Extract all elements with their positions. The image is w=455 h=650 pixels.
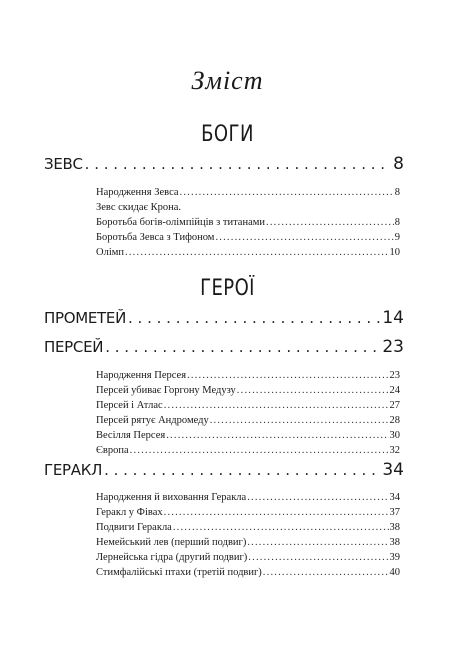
chapter-page-number: 34 <box>382 460 404 480</box>
entry-page-number: 27 <box>389 400 400 411</box>
dot-leader <box>247 492 388 503</box>
entry-page-number: 30 <box>389 430 400 441</box>
entry-page-number: 8 <box>394 187 400 198</box>
entry-name: Лернейська гідра (другий подвиг) <box>96 552 248 563</box>
toc-entry[interactable] <box>96 370 400 386</box>
toc-entry[interactable] <box>96 247 400 263</box>
entry-name: Зевс скидає Крона. <box>96 202 182 213</box>
chapter-perseus[interactable] <box>44 337 404 359</box>
chapter-name: ПРОМЕТЕЙ <box>44 309 127 327</box>
entry-page-number: 8 <box>394 217 400 228</box>
toc-entry[interactable] <box>96 385 400 401</box>
chapter-name: ПЕРСЕЙ <box>44 338 104 356</box>
toc-entry[interactable] <box>96 537 400 553</box>
dot-leader <box>164 507 389 518</box>
entry-page-number: 34 <box>389 492 400 503</box>
dot-leader <box>266 217 394 228</box>
dot-leader <box>237 385 389 396</box>
toc-entry[interactable] <box>96 400 400 416</box>
dot-leader <box>210 415 389 426</box>
entry-name: Немейський лев (перший подвиг) <box>96 537 247 548</box>
toc-entry[interactable] <box>96 492 400 508</box>
dot-leader <box>263 567 389 578</box>
entry-name: Персей рятує Андромеду <box>96 415 209 426</box>
dot-leader <box>166 430 388 441</box>
chapter-zeus[interactable] <box>44 154 404 176</box>
entry-page-number: 38 <box>389 522 400 533</box>
toc-entry[interactable] <box>96 232 400 248</box>
dot-leader <box>215 232 393 243</box>
dot-leader <box>173 522 389 533</box>
entry-page-number: 32 <box>389 445 400 456</box>
entry-name: Олімп <box>96 247 125 258</box>
toc-entry[interactable] <box>96 552 400 568</box>
dot-leader <box>164 400 389 411</box>
part-heading-gods: БОГИ <box>201 122 254 147</box>
chapter-name: ЗЕВС <box>44 155 83 173</box>
entry-page-number: 10 <box>389 247 400 258</box>
entry-name: Боротьба богів-олімпійців з титанами <box>96 217 266 228</box>
entry-name: Народження Персея <box>96 370 187 381</box>
dot-leader <box>125 247 388 258</box>
entry-name: Весілля Персея <box>96 430 166 441</box>
chapter-page-number: 8 <box>393 154 404 174</box>
entry-name: Народження Зевса <box>96 187 179 198</box>
chapter-page-number: 14 <box>382 308 404 328</box>
dot-leader <box>85 155 392 173</box>
entry-name: Персей убиває Горгону Медузу <box>96 385 236 396</box>
entry-page-number: 28 <box>389 415 400 426</box>
entry-name: Народження й виховання Геракла <box>96 492 247 503</box>
toc-entry[interactable] <box>96 445 400 461</box>
dot-leader <box>130 445 389 456</box>
dot-leader <box>247 537 388 548</box>
entry-page-number: 38 <box>389 537 400 548</box>
entry-page-number: 9 <box>394 232 400 243</box>
entry-name: Персей і Атлас <box>96 400 163 411</box>
entry-name: Стимфалійські птахи (третій подвиг) <box>96 567 262 578</box>
entry-name: Боротьба Зевса з Тифоном <box>96 232 215 243</box>
entry-page-number: 40 <box>389 567 400 578</box>
chapter-name: ГЕРАКЛ <box>44 461 103 479</box>
chapter-page-number: 23 <box>382 337 404 357</box>
dot-leader <box>105 338 380 356</box>
chapter-heracles[interactable] <box>44 460 404 482</box>
entry-page-number: 24 <box>389 385 400 396</box>
entry-page-number: 39 <box>389 552 400 563</box>
entry-page-number: 37 <box>389 507 400 518</box>
toc-entry[interactable] <box>96 217 400 233</box>
entry-name: Геракл у Фівах <box>96 507 163 518</box>
toc-entry[interactable] <box>96 187 400 203</box>
chapter-prometheus[interactable] <box>44 308 404 330</box>
toc-entry[interactable] <box>96 202 400 218</box>
toc-entry[interactable] <box>96 415 400 431</box>
entry-page-number: 23 <box>389 370 400 381</box>
toc-entry[interactable] <box>96 507 400 523</box>
toc-entry[interactable] <box>96 430 400 446</box>
dot-leader <box>187 370 388 381</box>
entry-name: Подвиги Геракла <box>96 522 172 533</box>
dot-leader <box>104 461 380 479</box>
dot-leader <box>180 187 394 198</box>
toc-entry[interactable] <box>96 567 400 583</box>
dot-leader <box>248 552 388 563</box>
page-title: Зміст <box>191 66 264 95</box>
dot-leader <box>128 309 380 327</box>
part-heading-heroes: ГЕРОЇ <box>200 276 255 301</box>
toc-entry[interactable] <box>96 522 400 538</box>
entry-name: Європа <box>96 445 129 456</box>
